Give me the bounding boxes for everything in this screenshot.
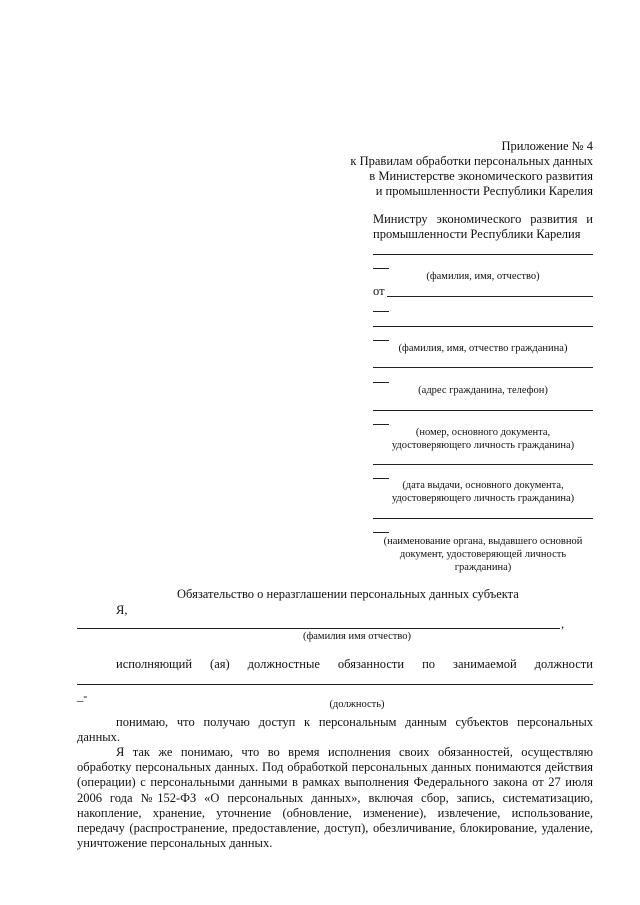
hint-fio: (фамилия имя отчество): [302, 631, 412, 642]
hint-issuer-1: (наименование органа, выдавшего основной: [383, 536, 583, 547]
duties-word: обязанности: [337, 657, 405, 671]
document-title: Обязательство о неразглашении персональных данных субъекта: [177, 587, 519, 601]
duties-word: должности: [534, 657, 593, 671]
comma-mark: ,: [561, 617, 565, 631]
understand-line-2: данных.: [77, 730, 121, 744]
hint-minister-fio: (фамилия, имя, отчество): [426, 271, 540, 282]
duties-word: (ая): [210, 657, 230, 671]
fill-line-address: [373, 367, 593, 368]
hint-issue-date-2: удостоверяющего личность гражданина): [391, 493, 575, 504]
fill-line-minister-name: [373, 254, 593, 255]
dash-mark: _-: [77, 689, 88, 703]
fill-line-position: [77, 684, 593, 685]
hint-doc-number-2: удостоверяющего личность гражданина): [391, 440, 575, 451]
hint-issue-date-1: (дата выдачи, основного документа,: [402, 480, 564, 491]
fill-line-tail: [373, 424, 389, 425]
appendix-line-rules: к Правилам обработки персональных данных: [350, 154, 593, 168]
fill-line-tail: [373, 340, 389, 341]
hint-citizen-fio: (фамилия, имя, отчество гражданина): [398, 343, 568, 354]
fill-line-issue-date: [373, 464, 593, 465]
fill-line-tail: [373, 311, 389, 312]
duties-word: занимаемой: [453, 657, 517, 671]
addressee-ministry: промышленности Республики Карелия: [373, 227, 581, 241]
duties-word: по: [422, 657, 436, 671]
hint-position: (должность): [329, 699, 385, 710]
hint-address: (адрес гражданина, телефон): [418, 385, 548, 396]
hint-issuer-3: гражданина): [454, 562, 512, 573]
fill-line-tail: [373, 382, 389, 383]
hint-doc-number-1: (номер, основного документа,: [415, 427, 551, 438]
fill-line-fio: [77, 628, 560, 629]
appendix-number: Приложение № 4: [501, 139, 593, 153]
from-label: от: [373, 284, 385, 298]
fill-line-doc-number: [373, 410, 593, 411]
fill-line-tail: [373, 532, 389, 533]
addressee-minister: Министру экономического развития и: [373, 212, 593, 226]
fill-line-citizen-name: [373, 326, 593, 327]
obligation-paragraph: Я так же понимаю, что во время исполнения своих обязанностей, осуществляю обработку персональных данных. Под обработкой персональных данных понимаются действия (операции) с персональными данными в рамках выполнения Федерального закона от 27 июля 2006 года №152-ФЗ «О персональных данных», включая сбор, запись, систематизацию, накопление, хранение, уточнение (обновление, изменение), извлечение, использование, передачу (распространение, предоставление, доступ), обезличивание, блокирование, удаление, уничтожение персональных данных.: [77, 745, 593, 851]
appendix-line-republic: и промышленности Республики Карелия: [375, 184, 593, 198]
appendix-line-ministry: в Министерстве экономического развития: [369, 169, 593, 183]
understand-line-1: понимаю, что получаю доступ к персональным данным субъектов персональных: [116, 715, 593, 729]
hint-issuer-2: документ, удостоверяющей личность: [399, 549, 567, 560]
fill-line-issuer: [373, 518, 593, 519]
ya-label: Я,: [116, 603, 128, 617]
fill-line-from: [387, 296, 593, 297]
duties-line: [116, 657, 593, 672]
duties-word: исполняющий: [116, 657, 193, 671]
duties-word: должностные: [247, 657, 320, 671]
fill-line-tail: [373, 268, 389, 269]
